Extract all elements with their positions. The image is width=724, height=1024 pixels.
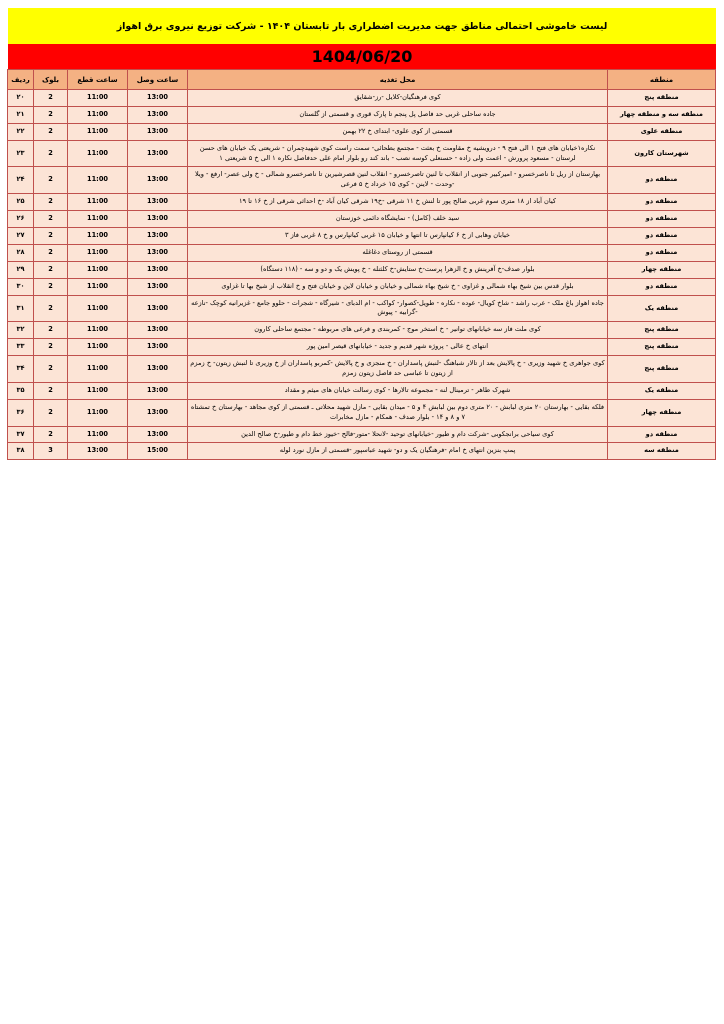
cell-mantaghe: منطقه یک [608,382,716,399]
table-row [8,295,716,322]
cell-radif: ۲۴ [8,167,34,194]
cell-saat-ghat: 11:00 [68,382,128,399]
table-row [8,244,716,261]
table-row [8,228,716,245]
cell-saat-ghat: 11:00 [68,278,128,295]
cell-mahal-taghzie: کیان آباد از ۱۸ متری سوم غربی صالح پور تا لنش خ ۱۱ شرقی -خ۱۹ شرقی کیان آباد -خ احداثی شرقی از خ ۱۶ تا ۱۹ [188,194,608,211]
table-row [8,106,716,123]
cell-saat-ghat: 11:00 [68,140,128,167]
cell-blok: 2 [34,261,68,278]
cell-saat-vasl: 13:00 [128,322,188,339]
cell-radif: ۳۸ [8,443,34,460]
cell-saat-ghat: 13:00 [68,443,128,460]
cell-blok: 3 [34,443,68,460]
cell-saat-vasl: 13:00 [128,123,188,140]
cell-mahal-taghzie: قسمتی از کوی علوی- ابتدای خ ۲۲ بهمن [188,123,608,140]
cell-mantaghe: منطقه دو [608,228,716,245]
cell-mahal-taghzie: شهرک طاهر - ترمینال لنه - مجموعه تالارها - کوی رسالت خیابان های میثم و مقداد [188,382,608,399]
cell-saat-ghat: 11:00 [68,261,128,278]
cell-radif: ۲۵ [8,194,34,211]
cell-saat-vasl: 13:00 [128,295,188,322]
cell-radif: ۲۶ [8,211,34,228]
cell-radif: ۲۷ [8,228,34,245]
cell-mantaghe: منطقه دو [608,211,716,228]
cell-mahal-taghzie: جاده ساحلی غربی حد فاصل پل پنجم تا پارک قوری و قسمتی از گلستان [188,106,608,123]
table-row [8,382,716,399]
cell-mantaghe: منطقه دو [608,194,716,211]
cell-radif: ۳۶ [8,399,34,426]
cell-saat-ghat: 11:00 [68,194,128,211]
cell-mahal-taghzie: بلوار صدف-خ آفرینش و خ الزهرا پرست-خ ستایش-خ کلثنله - خ پویش یک و دو و سه - (۱۱۸ دستگاه) [188,261,608,278]
cell-radif: ۲۸ [8,244,34,261]
cell-mantaghe: منطقه پنج [608,339,716,356]
cell-blok: 2 [34,356,68,383]
cell-saat-vasl: 13:00 [128,167,188,194]
cell-saat-vasl: 13:00 [128,426,188,443]
cell-radif: ۲۰ [8,90,34,107]
table-row [8,443,716,460]
cell-saat-ghat: 11:00 [68,90,128,107]
cell-mahal-taghzie: بلوار قدس بین شیخ بهاء شمالی و غزاوی - خ شیخ بهاء شمالی و خیابان و خیابان لاین و خیابان فتح و خ انقلاب از شیخ بها تا غزاوی [188,278,608,295]
table-row [8,322,716,339]
cell-mantaghe: شهرستان کارون [608,140,716,167]
cell-saat-vasl: 13:00 [128,211,188,228]
table-row [8,140,716,167]
table-header [8,70,716,90]
cell-radif: ۳۱ [8,295,34,322]
cell-radif: ۲۲ [8,123,34,140]
cell-blok: 2 [34,339,68,356]
cell-mahal-taghzie: کوی سیاحی برانجکوبی -شرکت دام و طیور -خیابانهای توحید -لانحلا -متور-فالح -خیوز خط دام و طیور-خ صالح الدین [188,426,608,443]
cell-saat-ghat: 11:00 [68,426,128,443]
cell-blok: 2 [34,211,68,228]
cell-saat-vasl: 13:00 [128,90,188,107]
cell-mahal-taghzie: خیابان وهابی از خ ۶ کیانپارس تا انتها و خیابان ۱۵ غربی کیانپارس و خ ۸ غربی فاز ۳ [188,228,608,245]
cell-saat-vasl: 13:00 [128,399,188,426]
cell-blok: 2 [34,295,68,322]
cell-saat-vasl: 13:00 [128,140,188,167]
cell-radif: ۳۵ [8,382,34,399]
cell-saat-vasl: 13:00 [128,244,188,261]
cell-mantaghe: منطقه چهار [608,261,716,278]
cell-blok: 2 [34,399,68,426]
cell-mahal-taghzie: کوی فرهنگیان-کلایل -رز-شقایق [188,90,608,107]
cell-mantaghe: منطقه دو [608,278,716,295]
cell-saat-vasl: 13:00 [128,382,188,399]
cell-saat-ghat: 11:00 [68,339,128,356]
cell-radif: ۲۳ [8,140,34,167]
schedule-date: 1404/06/20 [311,47,413,66]
page-title: لیست خاموشی احتمالی مناطق جهت مدیریت اضطراری بار تابستان ۱۴۰۴ - شرکت توزیع نیروی برق اهواز [116,20,608,32]
cell-saat-ghat: 11:00 [68,106,128,123]
cell-blok: 2 [34,228,68,245]
table-row [8,123,716,140]
cell-blok: 2 [34,90,68,107]
cell-mahal-taghzie: نکاره۱خیابان های فتح ۱ الی فتح ۹ - درویشیه خ مقاومت خ بعثت - مجتمع بطحائی- سمت راست کوی شهیدچمران - شریعتی یک خیابان های حسن لرستان - مسعود پرورش - اعمت ولی زاده - حسنعلی کوسه نصب - باند کند رو بلوار امام علی حدفاصل نکاره ۱ الی خ ۵ شریعتی ۱ [188,140,608,167]
cell-radif: ۲۹ [8,261,34,278]
cell-saat-ghat: 11:00 [68,123,128,140]
cell-blok: 2 [34,278,68,295]
title-banner [8,8,716,44]
cell-radif: ۳۰ [8,278,34,295]
cell-radif: ۳۲ [8,322,34,339]
cell-radif: ۳۴ [8,356,34,383]
cell-mantaghe: منطقه چهار [608,399,716,426]
cell-saat-vasl: 13:00 [128,339,188,356]
cell-saat-vasl: 13:00 [128,356,188,383]
header-saat-ghat: ساعت قطع [68,70,128,90]
cell-radif: ۳۷ [8,426,34,443]
cell-mantaghe: منطقه سه [608,443,716,460]
cell-mahal-taghzie: کوی ملت فاز سه خیابانهای توانیر - خ استخر موج - کمربندی و فرعی های مربوطه - مجتمع ساحلی کارون [188,322,608,339]
cell-saat-vasl: 13:00 [128,228,188,245]
cell-saat-ghat: 11:00 [68,399,128,426]
cell-mantaghe: منطقه پنج [608,322,716,339]
cell-blok: 2 [34,426,68,443]
cell-blok: 2 [34,194,68,211]
cell-blok: 2 [34,140,68,167]
cell-saat-ghat: 11:00 [68,228,128,245]
table-row [8,339,716,356]
cell-mahal-taghzie: سید خلف (کامل) - نمایشگاه دائمی خوزستان [188,211,608,228]
cell-saat-ghat: 11:00 [68,244,128,261]
cell-mahal-taghzie: فلکه بقایی - بهارستان ۲۰ متری لبابش - ۲۰ متری دوم بین لبابش ۴ و ۵ - میدان بقایی - مازل شهید محلاتی ـ قسمتی از کوی مجاهد - بهارستان خ تمشتاه ۷ و ۸ و ۱۴ - بلوار صدف - همکام - مازل مخابرات [188,399,608,426]
cell-mantaghe: منطقه یک [608,295,716,322]
date-banner [8,44,716,69]
header-radif: ردیف [8,70,34,90]
cell-saat-vasl: 15:00 [128,443,188,460]
cell-mantaghe: منطقه دو [608,426,716,443]
cell-blok: 2 [34,123,68,140]
table-row [8,426,716,443]
cell-mahal-taghzie: پمپ بنزین انتهای خ امام -فرهنگیان یک و دو- شهید عباسپور -قسمتی از مازل نورد لوله [188,443,608,460]
table-row [8,211,716,228]
cell-mahal-taghzie: بهارستان از ریل تا ناصرخسرو - امیرکبیر جنوبی از انقلاب تا لنین تاصرخسرو - انقلاب لنین قصرشیرین تا ناصرخسرو شمالی - خ ولی عصر- ارفع - ویلا -وحدت - لاینن - کوی ۱۵ خرداد خ ۵ فرعی [188,167,608,194]
cell-saat-ghat: 11:00 [68,167,128,194]
header-saat-vasl: ساعت وصل [128,70,188,90]
header-blok: بلوک [34,70,68,90]
table-body [8,90,716,460]
cell-saat-vasl: 13:00 [128,261,188,278]
outage-table [7,69,716,460]
cell-mantaghe: منطقه دو [608,244,716,261]
table-row [8,278,716,295]
table-row [8,399,716,426]
table-row [8,356,716,383]
cell-blok: 2 [34,322,68,339]
cell-saat-ghat: 11:00 [68,322,128,339]
cell-radif: ۳۳ [8,339,34,356]
cell-saat-ghat: 11:00 [68,211,128,228]
cell-mahal-taghzie: قسمتی از روستای دغاغله [188,244,608,261]
table-row [8,261,716,278]
cell-saat-ghat: 11:00 [68,356,128,383]
cell-mantaghe: منطقه پنج [608,356,716,383]
header-row [8,70,716,90]
table-row [8,194,716,211]
cell-saat-vasl: 13:00 [128,278,188,295]
cell-mantaghe: منطقه علوی [608,123,716,140]
cell-mahal-taghzie: جاده اهواز باغ ملک - عرب راشد - شاخ کویال- عوده - نکاره - طویل-کصوار- کواکب - ام الدبای - شیرگاه - شجرات - حلوو جامع - غزیرانیه کوچک -نازعه -گرابیه - پیوش [188,295,608,322]
cell-saat-ghat: 11:00 [68,295,128,322]
cell-radif: ۲۱ [8,106,34,123]
cell-blok: 2 [34,244,68,261]
cell-mantaghe: منطقه پنج [608,90,716,107]
cell-saat-vasl: 13:00 [128,106,188,123]
cell-blok: 2 [34,106,68,123]
cell-mantaghe: منطقه سه و منطقه چهار [608,106,716,123]
cell-mantaghe: منطقه دو [608,167,716,194]
cell-blok: 2 [34,167,68,194]
table-row [8,90,716,107]
header-mantaghe: منطقه [608,70,716,90]
table-row [8,167,716,194]
cell-mahal-taghzie: کوی جواهری خ شهید وزیری - خ پالایش بعد از تالار شباهنگ -لنبش پاسداران - خ منجزی و خ پالایش -کمربو پاسداران از خ وزیری تا لنبش زیتون- خ زمزم از زیتون تا عباسی حد فاصل زیتون زمزم [188,356,608,383]
header-mahal-taghzie: محل تغذیه [188,70,608,90]
cell-mahal-taghzie: انتهای خ عالی - پروژه شهر قدیم و جدید - خیابانهای قیصر امین پور [188,339,608,356]
cell-saat-vasl: 13:00 [128,194,188,211]
cell-blok: 2 [34,382,68,399]
